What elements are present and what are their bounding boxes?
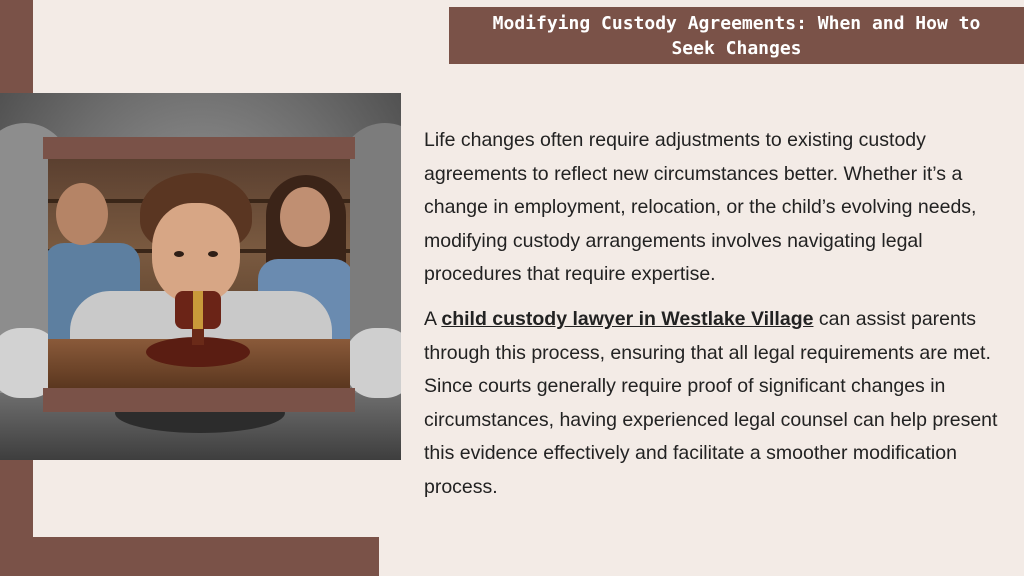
photo-color-inset <box>48 159 350 388</box>
westlake-lawyer-link[interactable]: child custody lawyer in Westlake Village <box>441 307 814 330</box>
page-title: Modifying Custody Agreements: When and How to Seek Changes <box>492 13 981 59</box>
child-eye <box>174 251 184 257</box>
mother-head <box>280 187 330 247</box>
photo-frame-top <box>43 137 355 159</box>
paragraph-2 <box>424 303 1014 505</box>
custody-photo <box>0 93 401 460</box>
paragraph-2-prefix: A <box>424 307 442 330</box>
gavel-band <box>193 291 203 329</box>
father-head <box>56 183 108 245</box>
child-head <box>152 203 240 303</box>
child-eye <box>208 251 218 257</box>
paragraph-1: Life changes often require adjustments to existing custody agreements to reflect new circumstances better. Whether it’s a change in employment, relocation, or the child’s evolving needs, modifying custody arrangements involves navigating legal procedures that require expertise. <box>424 129 977 286</box>
title-banner <box>449 7 1024 64</box>
photo-frame-bottom <box>43 388 355 412</box>
bottom-accent-bar <box>33 537 379 576</box>
body-text <box>424 124 1014 516</box>
paragraph-2-suffix: can assist parents through this process, ensuring that all legal requirements are met. Since courts generally require proof of significant changes in circumstances, having experienced legal counsel can help present this evidence effectively and facilitate a smoother modification process. <box>424 307 998 498</box>
